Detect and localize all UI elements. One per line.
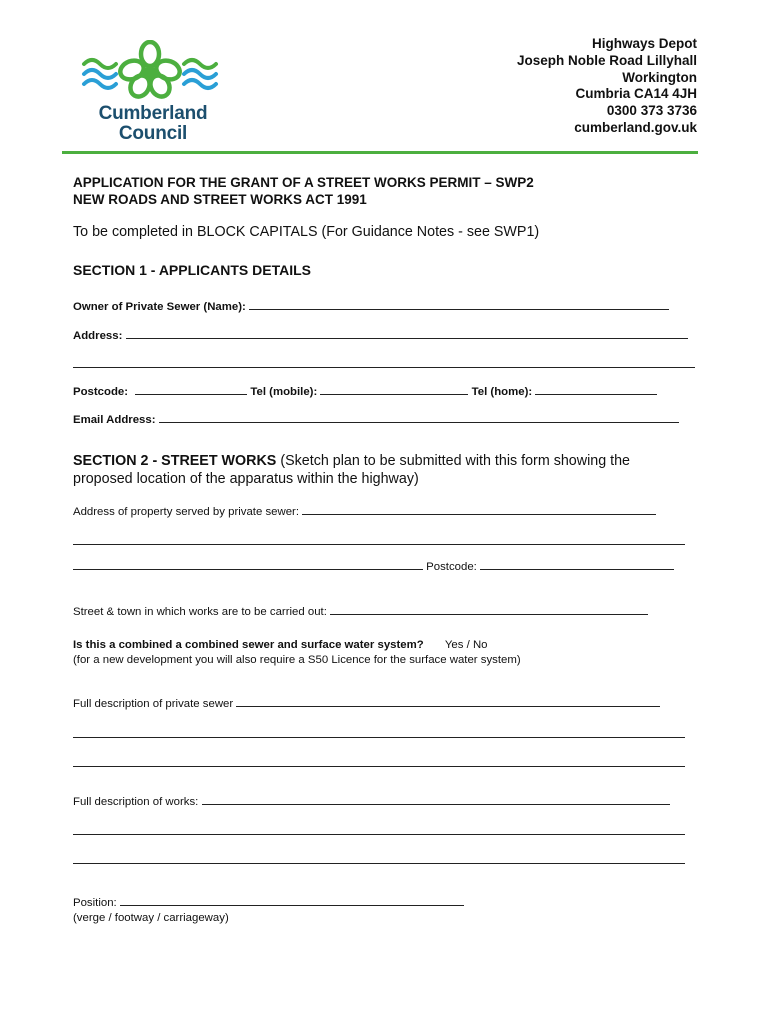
address-line: Joseph Noble Road Lillyhall [516,52,697,68]
position-field[interactable] [120,895,464,906]
address-label: Address: [73,330,123,342]
logo-wordmark [88,104,218,144]
sewer-description-field[interactable] [236,696,660,707]
owner-row [73,299,669,313]
address-phone: 0300 373 3736 [606,103,697,119]
green-divider [62,151,698,154]
owner-name-field[interactable] [249,299,669,310]
address-row [73,328,688,342]
property-postcode-label: Postcode: [426,561,477,573]
postcode-field[interactable] [135,384,247,395]
address-line: Highways Depot [591,36,697,51]
sewer-description-label: Full description of private sewer [73,698,234,710]
section-2-note-line-2: proposed location of the apparatus within the highway) [73,470,419,487]
cumberland-council-logo [80,40,220,150]
email-row [73,412,679,426]
flower-and-waves-icon [80,40,220,110]
address-line: Cumbria CA14 4JH [575,86,697,102]
tel-mobile-field[interactable] [320,384,468,395]
section-2-heading-block [73,453,630,488]
depot-address [517,36,697,137]
combined-sewer-row [73,639,488,651]
s50-licence-note: (for a new development you will also require a S50 Licence for the surface water system) [73,654,521,666]
logo-line-1: Cumberland [98,103,208,124]
email-label: Email Address: [73,414,156,426]
form-title [73,174,534,208]
sewer-description-field-line-3[interactable] [73,766,685,767]
section-2-note: (Sketch plan to be submitted with this form showing the [280,453,630,469]
postcode-label: Postcode: [73,386,129,398]
sewer-description-row [73,696,660,710]
section-2-heading: SECTION 2 - STREET WORKS [73,453,277,469]
address-line: Workington [622,69,697,85]
address-field-line-2[interactable] [73,367,695,368]
contact-row [73,384,657,398]
sewer-description-field-line-2[interactable] [73,737,685,738]
street-town-label: Street & town in which works are to be carried out: [73,606,327,618]
works-description-field-line-2[interactable] [73,834,685,835]
instruction-text: To be completed in BLOCK CAPITALS (For Guidance Notes - see SWP1) [73,224,540,240]
address-field[interactable] [126,328,688,339]
position-row [73,895,464,909]
works-description-field[interactable] [202,794,670,805]
combined-sewer-answer[interactable]: Yes / No [444,639,488,651]
property-address-field[interactable] [302,504,656,515]
property-address-field-line-2[interactable] [73,544,685,545]
combined-sewer-question: Is this a combined a combined sewer and surface water system? [73,639,424,651]
tel-home-label: Tel (home): [471,386,533,398]
email-field[interactable] [159,412,679,423]
section-1-heading: SECTION 1 - APPLICANTS DETAILS [73,262,312,278]
position-options: (verge / footway / carriageway) [73,912,229,924]
tel-home-field[interactable] [535,384,657,395]
works-description-label: Full description of works: [73,796,199,808]
tel-mobile-label: Tel (mobile): [250,386,318,398]
property-address-label: Address of property served by private sewer: [73,506,300,518]
property-address-field-line-3[interactable] [73,559,423,570]
position-label: Position: [73,897,117,909]
property-postcode-field[interactable] [480,559,674,570]
form-title-line-2: NEW ROADS AND STREET WORKS ACT 1991 [73,192,367,207]
street-town-field[interactable] [330,604,648,615]
property-address-row [73,504,656,518]
property-postcode-row [73,559,674,573]
logo-line-2: Council [118,123,188,144]
works-description-row [73,794,670,808]
address-website: cumberland.gov.uk [574,119,697,135]
owner-label: Owner of Private Sewer (Name): [73,301,246,313]
form-title-line-1: APPLICATION FOR THE GRANT OF A STREET WORKS PERMIT – SWP2 [73,175,534,190]
works-description-field-line-3[interactable] [73,863,685,864]
street-town-row [73,604,648,618]
